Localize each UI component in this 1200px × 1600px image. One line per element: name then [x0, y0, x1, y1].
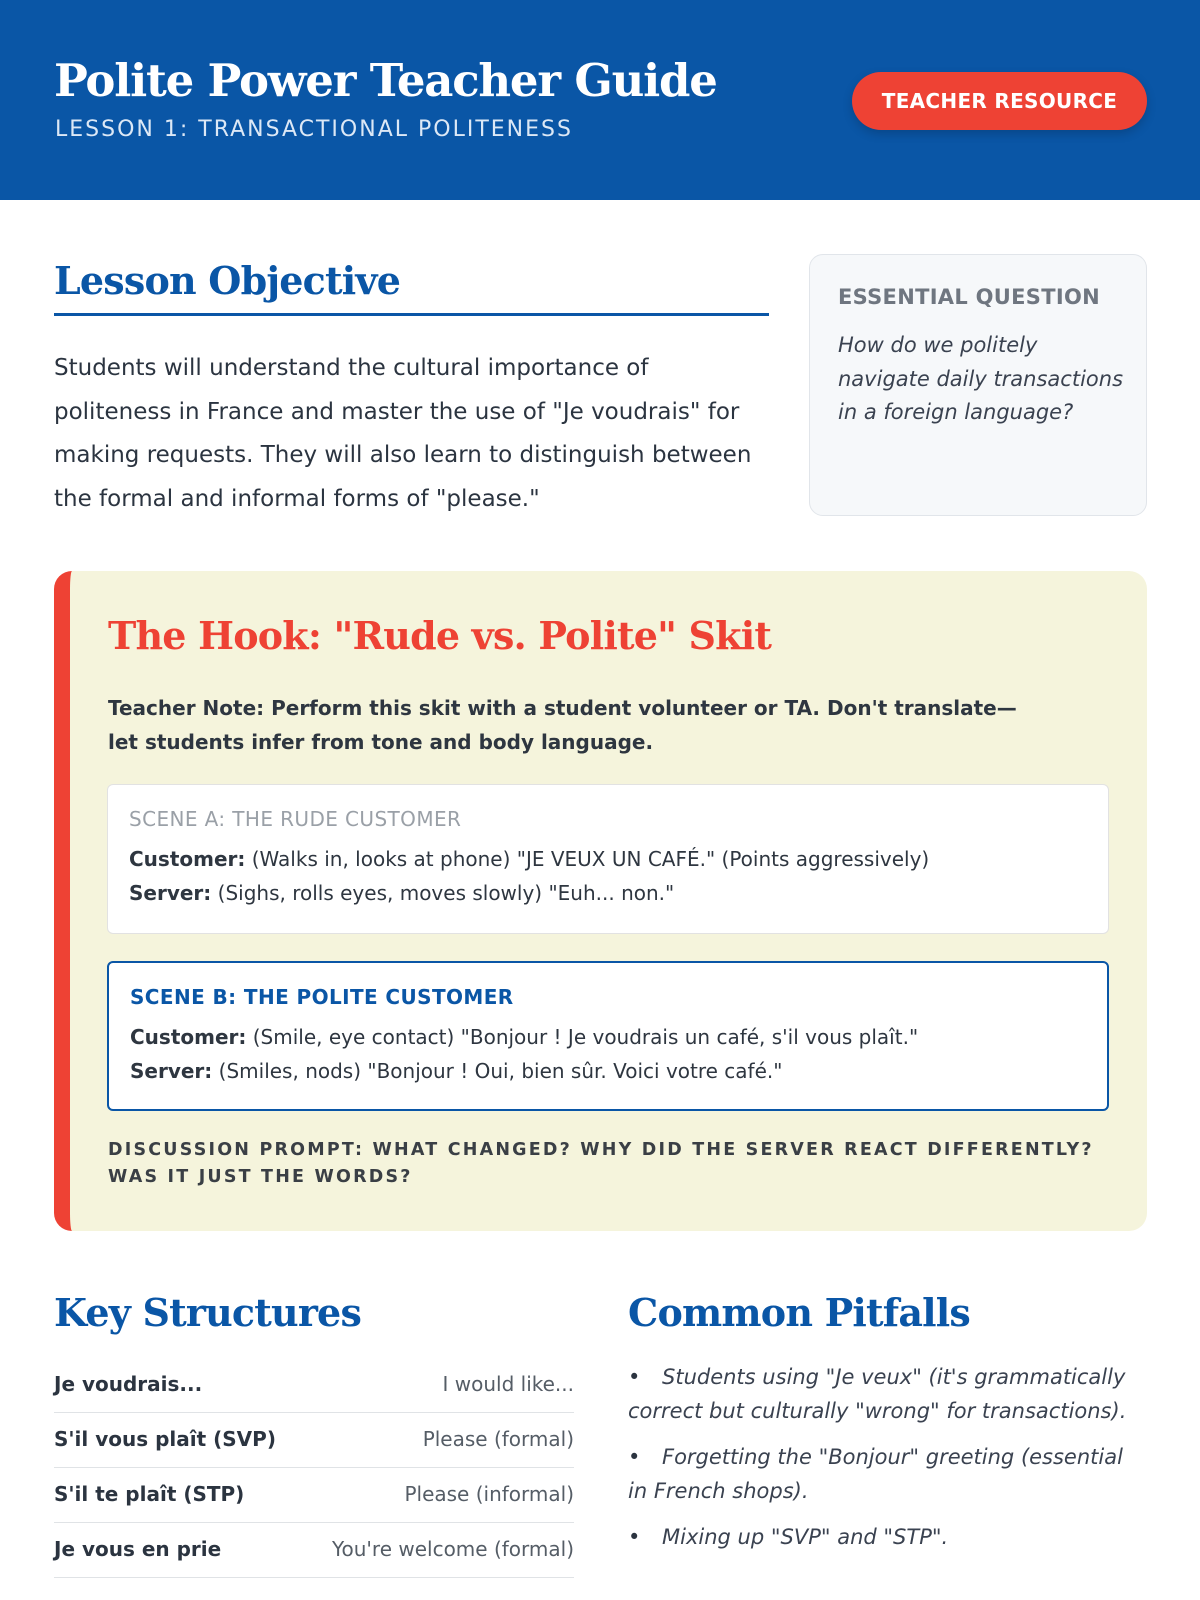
scene-a-server-line: [129, 881, 674, 905]
objective-heading: Lesson Objective: [54, 258, 401, 303]
bullet-icon: •: [628, 1525, 641, 1549]
table-row: [54, 1358, 574, 1413]
table-row: [54, 1413, 574, 1468]
lesson-subtitle: LESSON 1: TRANSACTIONAL POLITENESS: [55, 117, 573, 142]
essential-question-label: ESSENTIAL QUESTION: [838, 285, 1100, 309]
scene-b-customer-line: [130, 1025, 918, 1049]
scene-b-server-line: [130, 1059, 782, 1083]
key-structures-heading: Key Structures: [54, 1290, 362, 1335]
table-row: [54, 1468, 574, 1523]
key-structures-table: [54, 1358, 574, 1578]
meaning-cell: Please (informal): [404, 1482, 574, 1506]
meaning-cell: You're welcome (formal): [331, 1537, 574, 1561]
pitfall-text: Mixing up "SVP" and "STP".: [662, 1525, 949, 1549]
scene-a-customer-line: [129, 847, 929, 871]
dialogue-text: (Smiles, nods) "Bonjour ! Oui, bien sûr. Voici votre café.": [212, 1059, 783, 1083]
teacher-resource-badge: TEACHER RESOURCE: [852, 72, 1147, 130]
speaker-label: Server:: [130, 1059, 213, 1083]
scene-a-card: [107, 784, 1109, 934]
table-row: [54, 1523, 574, 1578]
pitfall-text: Forgetting the "Bonjour" greeting (essential in French shops).: [628, 1445, 1123, 1503]
phrase-cell: S'il vous plaît (SVP): [54, 1427, 276, 1451]
pitfalls-list: [628, 1360, 1148, 1566]
pitfall-text: Students using "Je veux" (it's grammatically correct but culturally "wrong" for transactions).: [628, 1365, 1127, 1423]
dialogue-text: (Sighs, rolls eyes, moves slowly) "Euh... non.": [211, 881, 675, 905]
pitfalls-heading: Common Pitfalls: [628, 1290, 971, 1335]
phrase-cell: Je voudrais...: [54, 1372, 203, 1396]
essential-question-card: [809, 254, 1147, 516]
scene-b-title: SCENE B: THE POLITE CUSTOMER: [130, 985, 514, 1009]
hook-title: The Hook: "Rude vs. Polite" Skit: [108, 613, 772, 658]
phrase-cell: S'il te plaît (STP): [54, 1482, 245, 1506]
bullet-icon: •: [628, 1365, 641, 1389]
dialogue-text: (Walks in, looks at phone) "JE VEUX UN CAFÉ." (Points aggressively): [245, 847, 930, 871]
list-item: [628, 1360, 1148, 1428]
essential-question-text: How do we politely navigate daily transactions in a foreign language?: [838, 333, 1124, 424]
discussion-prompt: DISCUSSION PROMPT: WHAT CHANGED? WHY DID THE SERVER REACT DIFFERENTLY? WAS IT JUST THE WORDS?: [108, 1140, 1094, 1187]
objective-divider: [54, 313, 769, 316]
page-title: Polite Power Teacher Guide: [54, 54, 717, 107]
scene-a-title: SCENE A: THE RUDE CUSTOMER: [129, 807, 462, 831]
dialogue-text: (Smile, eye contact) "Bonjour ! Je voudrais un café, s'il vous plaît.": [246, 1025, 919, 1049]
speaker-label: Customer:: [129, 847, 246, 871]
bullet-icon: •: [628, 1445, 641, 1469]
list-item: [628, 1520, 1148, 1554]
phrase-cell: Je vous en prie: [54, 1537, 222, 1561]
teacher-note: Teacher Note: Perform this skit with a student volunteer or TA. Don't translate—let students infer from tone and body language.: [108, 696, 1017, 754]
objective-text: Students will understand the cultural importance of politeness in France and master the use of "Je voudrais" for making requests. They will also learn to distinguish between the formal and informal forms of "please.": [54, 355, 752, 512]
speaker-label: Customer:: [130, 1025, 247, 1049]
hook-section: [54, 571, 1147, 1231]
list-item: [628, 1440, 1148, 1508]
meaning-cell: I would like...: [442, 1372, 574, 1396]
scene-b-card: [107, 961, 1109, 1111]
meaning-cell: Please (formal): [422, 1427, 574, 1451]
header-banner: [0, 0, 1200, 200]
speaker-label: Server:: [129, 881, 212, 905]
